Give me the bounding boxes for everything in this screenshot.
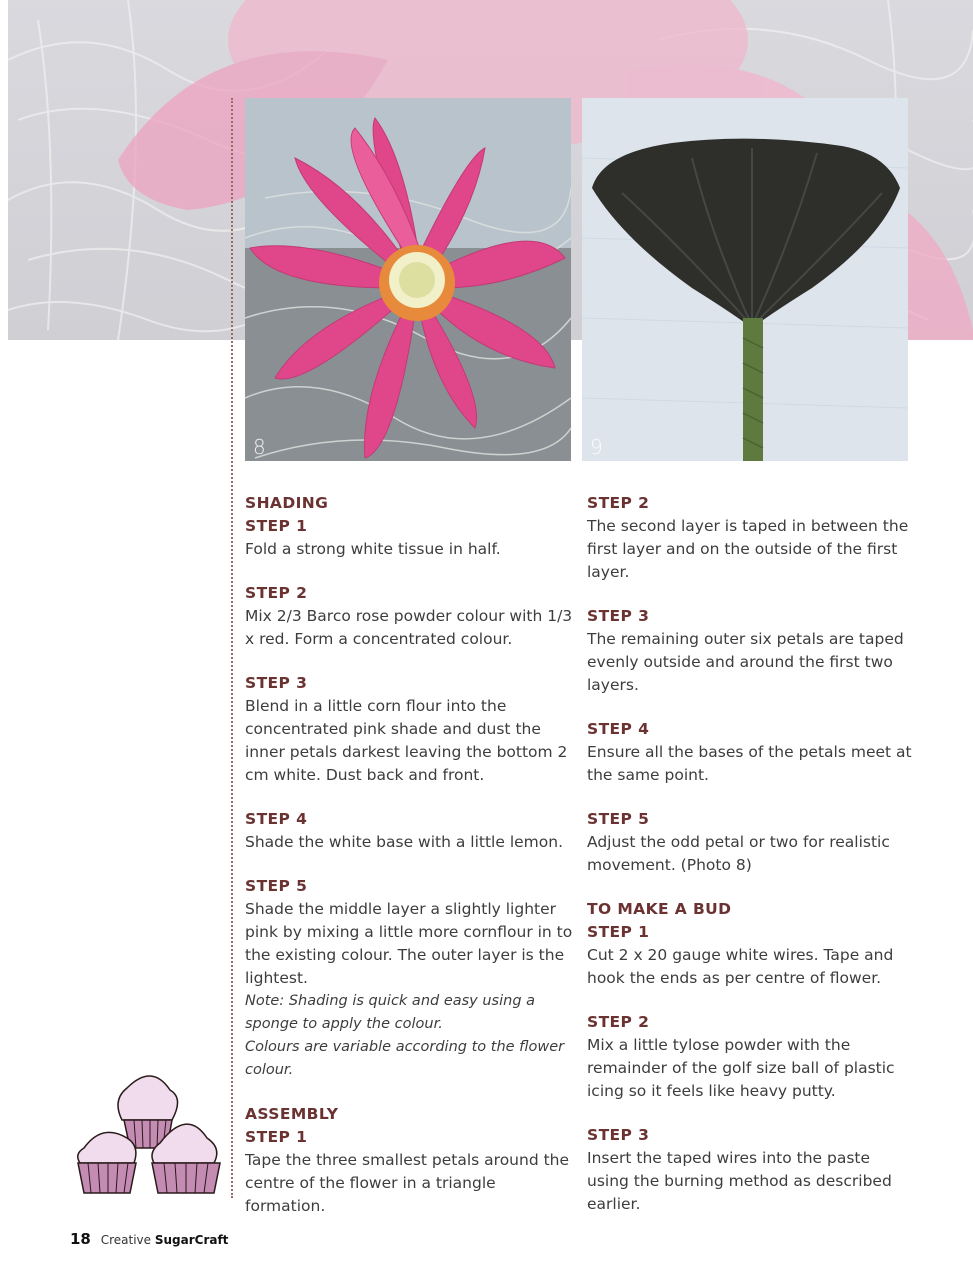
step-text: Shade the white base with a little lemon.: [245, 833, 563, 851]
step-text: Adjust the odd petal or two for realistic movement. (Photo 8): [587, 833, 890, 874]
right-text-column: [587, 492, 915, 1216]
step-heading: STEP 4: [245, 810, 308, 828]
photo-9-seed-pod: [582, 98, 908, 461]
photo-number-label: 8: [253, 435, 266, 459]
step-text: Shade the middle layer a slightly lighter pink by mixing a little more cornflour in to the existing colour. The outer layer is the lightest.: [245, 900, 573, 987]
step-heading: STEP 5: [587, 810, 650, 828]
step-text: Fold a strong white tissue in half.: [245, 540, 501, 558]
step-text: Insert the taped wires into the paste using the burning method as described earlier.: [587, 1149, 892, 1213]
magazine-name-brand: SugarCraft: [154, 1233, 229, 1247]
step-text: The remaining outer six petals are taped evenly outside and around the first two layers.: [587, 630, 904, 694]
section-heading-bud: TO MAKE A BUD: [587, 900, 732, 918]
step-text: Mix a little tylose powder with the remainder of the golf size ball of plastic icing so it feels like heavy putty.: [587, 1036, 895, 1100]
step-heading: STEP 2: [245, 584, 308, 602]
cupcakes-illustration: [72, 1068, 227, 1202]
step-heading: STEP 3: [587, 1126, 650, 1144]
page-footer: [70, 1230, 228, 1248]
magazine-name-prefix: Creative: [100, 1233, 152, 1247]
step-text: The second layer is taped in between the first layer and on the outside of the first layer.: [587, 517, 909, 581]
step-heading: STEP 2: [587, 1013, 650, 1031]
step-text: Ensure all the bases of the petals meet at the same point.: [587, 743, 912, 784]
photo-number-label: 9: [590, 435, 603, 459]
section-heading-shading: SHADING: [245, 494, 329, 512]
left-text-column: [245, 492, 573, 1218]
step-heading: STEP 3: [245, 674, 308, 692]
dotted-divider: [231, 98, 233, 1198]
colour-note: Colours are variable according to the flower colour.: [245, 1039, 565, 1078]
step-text: Tape the three smallest petals around the centre of the flower in a triangle formation.: [245, 1151, 570, 1215]
step-text: Blend in a little corn flour into the concentrated pink shade and dust the inner petals darkest leaving the bottom 2 cm white. Dust back and front.: [245, 697, 568, 784]
step-text: Cut 2 x 20 gauge white wires. Tape and hook the ends as per centre of flower.: [587, 946, 894, 987]
step-heading: STEP 3: [587, 607, 650, 625]
shading-note: Note: Shading is quick and easy using a sponge to apply the colour.: [245, 993, 536, 1032]
step-heading: STEP 1: [245, 517, 308, 535]
step-heading: STEP 5: [245, 877, 308, 895]
step-heading: STEP 1: [587, 923, 650, 941]
step-heading: STEP 1: [245, 1128, 308, 1146]
step-heading: STEP 4: [587, 720, 650, 738]
page-number: 18: [70, 1230, 91, 1248]
step-text: Mix 2/3 Barco rose powder colour with 1/3 x red. Form a concentrated colour.: [245, 607, 573, 648]
step-heading: STEP 2: [587, 494, 650, 512]
section-heading-assembly: ASSEMBLY: [245, 1105, 339, 1123]
photo-8-lotus-flower: [245, 98, 571, 461]
